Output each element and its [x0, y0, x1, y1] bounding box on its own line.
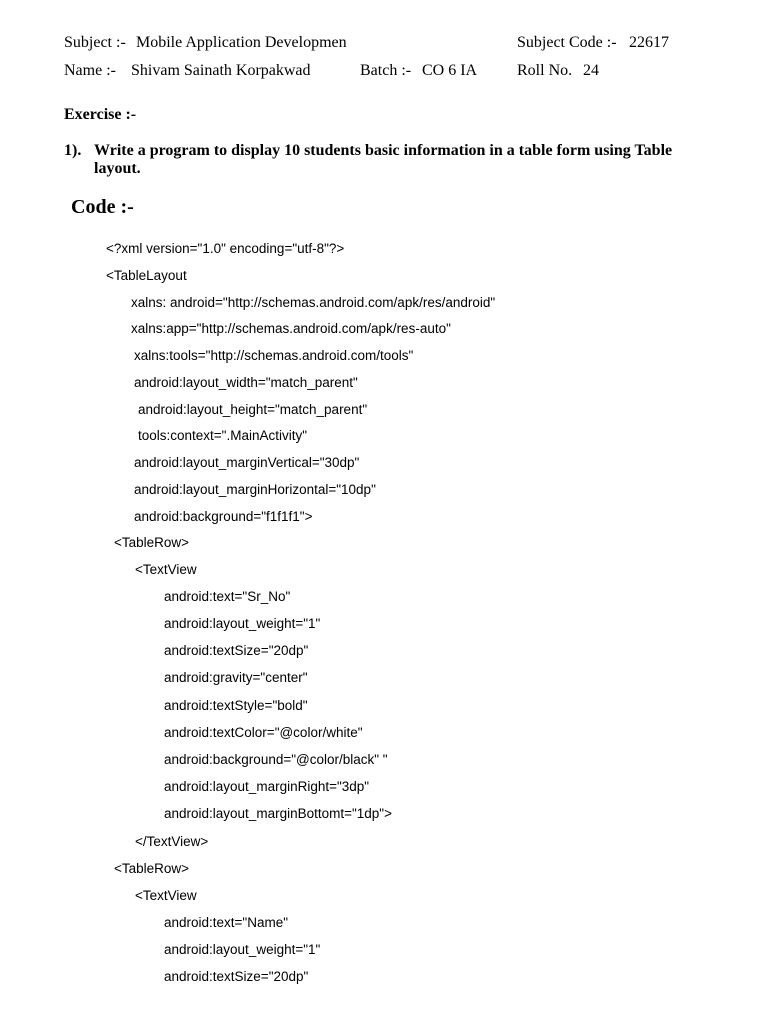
code-line: android:layout_height="match_parent" [138, 402, 368, 417]
code-line: xalns: android="http://schemas.android.com/apk/res/android" [131, 295, 496, 310]
code-line: android:layout_weight="1" [164, 942, 321, 957]
code-line: android:layout_marginBottomt="1dp"> [164, 806, 392, 821]
code-heading: Code :- [71, 196, 134, 218]
code-line: android:textStyle="bold" [164, 698, 308, 713]
code-line: android:layout_marginHorizontal="10dp" [134, 482, 376, 497]
code-line: android:textColor="@color/white" [164, 725, 363, 740]
code-line: xalns:tools="http://schemas.android.com/tools" [134, 348, 414, 363]
code-line: <TextView [135, 888, 197, 903]
subject-code-label: Subject Code :- [517, 34, 617, 51]
code-line: android:background="@color/black" " [164, 752, 388, 767]
batch-label: Batch :- [360, 62, 412, 79]
code-line: android:gravity="center" [164, 670, 308, 685]
code-line: android:textSize="20dp" [164, 969, 309, 984]
roll-value: 24 [583, 62, 599, 79]
code-line: android:layout_marginVertical="30dp" [134, 455, 360, 470]
roll-label: Roll No. [517, 62, 573, 79]
question-text: Write a program to display 10 students basic information in a table form using Table layout. [94, 142, 673, 177]
batch-value: CO 6 IA [422, 62, 478, 79]
code-line: <TextView [135, 562, 197, 577]
code-line: tools:context=".MainActivity" [138, 428, 308, 443]
name-label: Name :- [64, 62, 116, 79]
exercise-title: Exercise :- [64, 106, 137, 123]
code-line: <TableRow> [114, 535, 190, 550]
code-line: </TextView> [135, 834, 209, 849]
code-line: android:layout_weight="1" [164, 616, 321, 631]
subject-value: Mobile Application Developmen [136, 34, 347, 51]
code-line: <TableRow> [114, 861, 190, 876]
code-line: <TableLayout [106, 268, 187, 283]
name-value: Shivam Sainath Korpakwad [131, 62, 311, 79]
question-number: 1). [64, 142, 82, 159]
code-line: xalns:app="http://schemas.android.com/apk/res-auto" [131, 321, 451, 336]
code-line: android:text="Name" [164, 915, 289, 930]
subject-code-value: 22617 [629, 34, 669, 51]
code-line: <?xml version="1.0" encoding="utf-8"?> [106, 241, 345, 256]
code-line: android:layout_width="match_parent" [134, 375, 358, 390]
subject-label: Subject :- [64, 34, 126, 51]
code-line: android:text="Sr_No" [164, 589, 291, 604]
code-line: android:layout_marginRight="3dp" [164, 779, 370, 794]
code-line: android:textSize="20dp" [164, 643, 309, 658]
code-line: android:background="f1f1f1"> [134, 509, 313, 524]
